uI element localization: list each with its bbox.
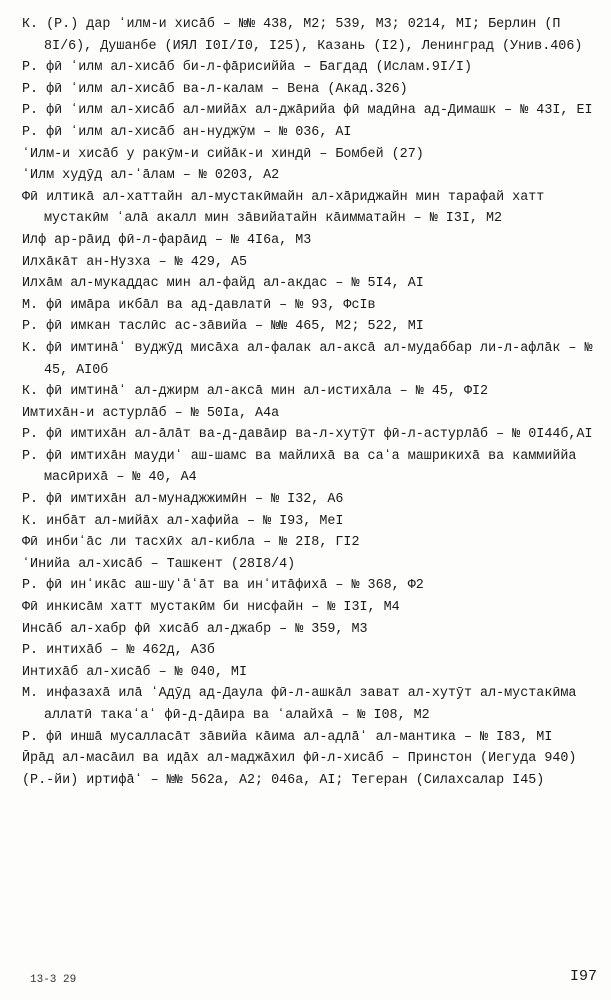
entry-line: К. инбāт ал-мийāх ал-хафийа – № I93, МеI <box>22 513 344 529</box>
entry-line: Р. фӣ иншā мусалласāт зāвийа кāима ал-адлāʻ ал-мантика – № I83, МI <box>22 729 553 745</box>
entry-line: Имтихāн-и астурлāб – № 50Iа, А4а <box>22 405 280 421</box>
entry-line: ʻИлм-и хисāб у ракӯм-и сийāк-и хиндӣ – Бомбей (27) <box>22 146 424 162</box>
entry-line: Р. фӣ ʻилм ал-хисāб ал-мийāх ал-джāрийа фӣ мадӣна ад-Димашк – № 43I, ЕI <box>22 103 593 119</box>
entry-line: Интихāб ал-хисāб – № 040, МI <box>22 664 247 680</box>
entry-line: Р. фӣ ʻилм ал-хисāб ва-л-калам – Вена (Акад.326) <box>22 81 408 97</box>
entry-line: Фӣ инбиʻāс ли тасхӣх ал-кибла – № 2I8, ГI2 <box>22 535 360 551</box>
entry-line: Р. фӣ имтихāн ал-āлāт ва-д-давāир ва-л-хутӯт фӣ-л-астурлāб – № 0I44б,АI <box>22 427 593 443</box>
entry-line: Р. фӣ имтихāн маудиʻ аш-шамс ва майлихā ва саʻа машрикихā ва каммиййа масӣрихā – № 40, А4 <box>22 448 577 486</box>
entry-line: М. фӣ имāра икбāл ва ад-давлатӣ – № 93, ФсIв <box>22 297 376 313</box>
entry-line: К. (Р.) дар ʻилм-и хисāб – №№ 438, М2; 539, М3; 0214, МI; Берлин (П 8I/6), Душанбе (ИЯЛ I0I/I0, I25), Казань (I2), Ленинград (Унив.406) <box>22 17 583 54</box>
entry-line: Р. фӣ ʻилм ал-хисāб ан-нуджӯм – № 036, АI <box>22 124 352 140</box>
entry-list <box>22 14 602 791</box>
entry-line: Инсāб ал-хабр фӣ хисāб ал-джабр – № 359, М3 <box>22 621 368 637</box>
entry-line: М. инфазахā илā ʻАдӯд ад-Даула фӣ-л-ашкāл зават ал-хутӯт ал-мустакӣма аллатӣ такаʻаʻ фӣ-д-дāира ва ʻалайхā – № I08, М2 <box>22 686 577 723</box>
footer-print-code: 13-3 29 <box>30 974 77 986</box>
entry-line: Илхāм ал-мукаддас мин ал-файд ал-акдас – № 5I4, АI <box>22 276 424 292</box>
entry-line: Р. фӣ имкан таслӣс ас-зāвийа – №№ 465, М2; 522, МI <box>22 319 424 335</box>
entry-line: ʻИлм худӯд ал-ʻāлам – № 0203, А2 <box>22 168 280 184</box>
entry-line: Ӣрāд ал-масāил ва идāх ал-маджāхил фӣ-л-хисāб – Принстон (Иегуда 940) <box>22 751 577 767</box>
entry-line: Р. фӣ инʻикāс аш-шуʻāʻāт ва инʻитāфихā – № 368, Ф2 <box>22 578 424 594</box>
entry-line: Илф ар-рāид фӣ-л-фарāид – № 4I6а, М3 <box>22 232 312 248</box>
page-number: I97 <box>569 968 597 985</box>
entry-line: Фӣ илтикā ал-хаттайн ал-мустакӣмайн ал-хāриджайн мин тарафай хатт мустакӣм ʻалā акалл мин зāвийатайн кāимматайн – № I3I, М2 <box>22 189 545 227</box>
entry-line: К. фӣ имтинāʻ ал-джирм ал-аксā мин ал-истихāла – № 45, ФI2 <box>22 384 489 400</box>
entry-line: (Р.-йи) иртифāʻ – №№ 562а, А2; 046а, АI; Тегеран (Силахсалар I45) <box>22 772 545 788</box>
entry-line: Р. интихāб – № 462д, А3б <box>22 643 215 659</box>
entry-line: К. фӣ имтинāʻ вуджӯд мисāха ал-фалак ал-аксā ал-мудаббар ли-л-афлāк – № 45, АI0б <box>22 340 593 378</box>
entry-line: ʻИнийа ал-хисāб – Ташкент (28I8/4) <box>22 556 296 572</box>
entry-line: Р. фӣ имтихāн ал-мунаджжимӣн – № I32, А6 <box>22 492 344 508</box>
entry-line: Илхāкāт ан-Нузха – № 429, А5 <box>22 254 247 270</box>
entry-line: Р. фӣ ʻилм ал-хисāб би-л-фāрисиййа – Багдад (Ислам.9I/I) <box>22 60 472 76</box>
entry-line: Фӣ инкисāм хатт мустакӣм би нисфайн – № I3I, М4 <box>22 600 400 616</box>
